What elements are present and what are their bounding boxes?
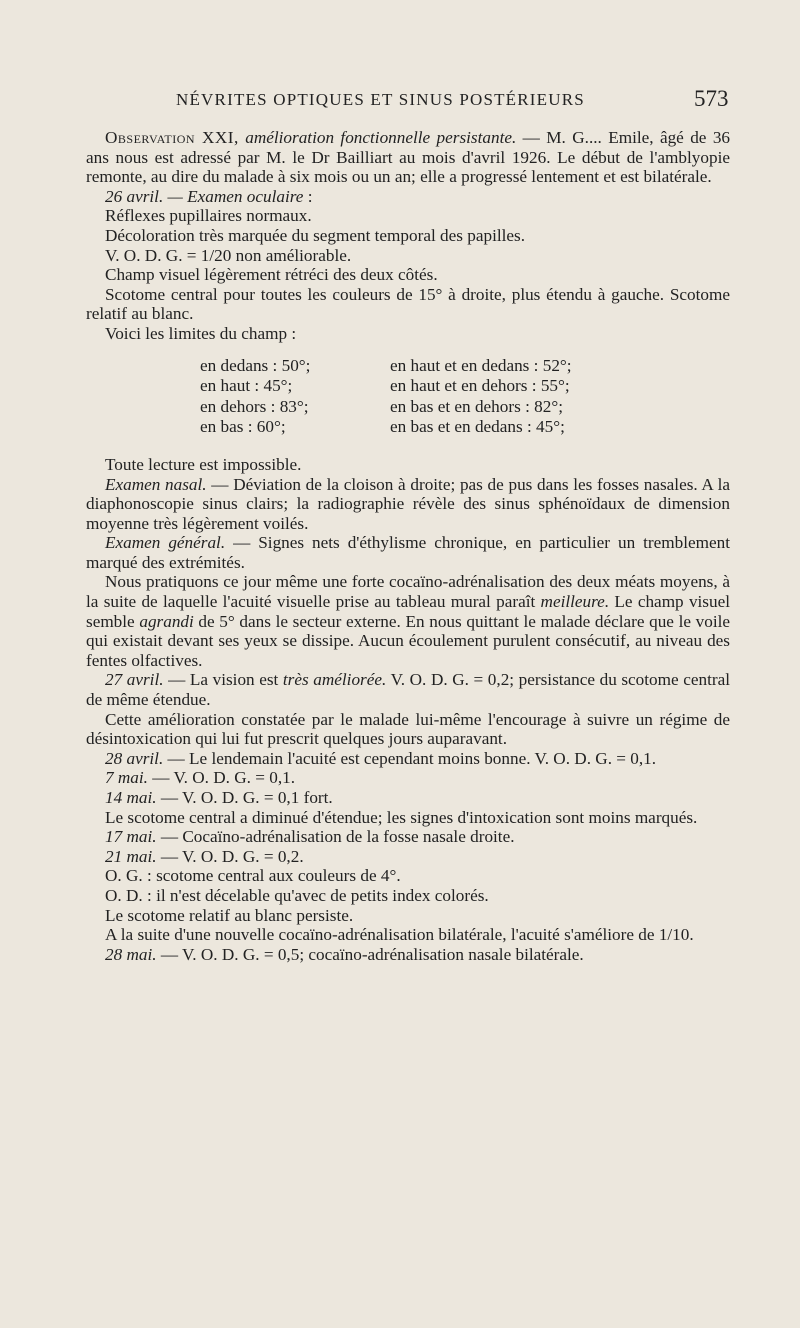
- entry-28-avril: [86, 749, 730, 769]
- entry-7-mai: [86, 768, 730, 788]
- date-17-mai: 17 mai.: [105, 827, 157, 847]
- og-line: O. G. : scotome central aux couleurs de 4°.: [105, 866, 401, 886]
- entry-text: — V. O. D. G. = 0,5; cocaïno-adrénalisation nasale bilatérale.: [156, 944, 584, 964]
- entry-28-mai: [86, 945, 730, 965]
- limit-cell: en haut et en dedans : 52°;: [390, 355, 572, 375]
- entry-text: — V. O. D. G. = 0,1.: [147, 768, 296, 788]
- exam-nasal-heading: Examen nasal.: [105, 474, 207, 494]
- limit-cell: en bas et en dedans : 45°;: [390, 417, 565, 437]
- page-header: [0, 86, 800, 116]
- entry-17-mai: [86, 827, 730, 847]
- line-vod: V. O. D. G. = 1/20 non améliorable.: [105, 245, 352, 265]
- limit-cell: en haut et en dehors : 55°;: [390, 376, 570, 396]
- scotome-paragraph: Le scotome central a diminué d'étendue; les signes d'intoxication sont moins marqués.: [105, 807, 698, 827]
- cocaine-paragraph: [86, 572, 730, 670]
- entry-27-avril: [86, 670, 730, 709]
- entry-text: V. O. D. G. = 0,2; persistance du scotome central de même étendue.: [86, 670, 730, 710]
- cocaine-em-d: agrandi: [139, 611, 194, 631]
- exam-general: [86, 533, 730, 572]
- line-limites: Voici les limites du champ :: [105, 323, 297, 343]
- entry-text: — V. O. D. G. = 0,1 fort.: [156, 788, 333, 807]
- relatif-line: Le scotome relatif au blanc persiste.: [105, 905, 354, 925]
- exam-nasal: [86, 475, 730, 534]
- reading-line: Toute lecture est impossible.: [105, 454, 302, 474]
- date-27-avril: 27 avril.: [105, 670, 164, 690]
- suite-paragraph: A la suite d'une nouvelle cocaïno-adrénalisation bilatérale, l'acuité s'améliore de 1/10.: [105, 925, 694, 945]
- limit-cell: en dehors : 83°;: [200, 396, 309, 416]
- entry-text: — Cocaïno-adrénalisation de la fosse nasale droite.: [156, 827, 515, 847]
- exam-general-heading: Examen général.: [105, 533, 226, 553]
- entry-text: — La vision est: [163, 670, 283, 690]
- running-title: NÉVRITES OPTIQUES ET SINUS POSTÉRIEURS: [176, 90, 585, 109]
- entry-text: — V. O. D. G. = 0,2.: [156, 846, 304, 866]
- date-21-mai: 21 mai.: [105, 846, 157, 866]
- od-line: O. D. : il n'est décelable qu'avec de petits index colorés.: [105, 885, 489, 905]
- entry-em: très améliorée.: [282, 670, 387, 690]
- line-scotome: Scotome central pour toutes les couleurs de 15° à droite, plus étendu à gauche. Scotome relatif au blanc.: [86, 284, 730, 324]
- cocaine-text-c: Le champ visuel semble: [86, 592, 730, 631]
- exam-nasal-text: — Déviation de la cloison à droite; pas de pus dans les fosses nasales. A la diaphonoscopie sinus clairs; la radiographie révèle des sinus sphénoïdaux de dimension moyenne très légèrement voilés.: [86, 474, 731, 533]
- page-number: 573: [694, 86, 729, 111]
- exam-ocular-heading: 26 avril. — Examen oculaire: [105, 186, 304, 206]
- exam-ocular: [86, 187, 730, 207]
- observation-title: amélioration fonctionnelle persistante.: [245, 128, 517, 147]
- date-28-avril: 28 avril.: [105, 748, 164, 768]
- exam-general-text: — Signes nets d'éthylisme chronique, en particulier un tremblement marqué des extrémités.: [86, 533, 730, 572]
- line-champ: Champ visuel légèrement rétréci des deux côtés.: [105, 265, 438, 285]
- observation-label: Observation XXI,: [105, 128, 239, 147]
- amelioration-paragraph: Cette amélioration constatée par le malade lui-même l'encourage à suivre un régime de désintoxication qui lui fut prescrit quelques jours auparavant.: [86, 709, 730, 749]
- date-14-mai: 14 mai.: [105, 788, 157, 807]
- limit-cell: en haut : 45°;: [200, 376, 293, 396]
- date-7-mai: 7 mai.: [105, 768, 148, 788]
- date-28-mai: 28 mai.: [105, 944, 157, 964]
- entry-text: — Le lendemain l'acuité est cependant moins bonne. V. O. D. G. = 0,1.: [163, 748, 657, 768]
- line-decoloration: Décoloration très marquée du segment temporal des papilles.: [105, 225, 526, 245]
- observation-text: — M. G.... Emile, âgé de 36 ans nous est adressé par M. le Dr Bailliart au mois d'avril 1926. Le début de l'amblyopie remonte, au dire du malade à six mois ou un an; elle a progressé lentement et est bilatérale.: [86, 128, 731, 187]
- entry-14-mai: [86, 788, 730, 808]
- cocaine-text-e: de 5° dans le secteur externe. En nous quittant le malade déclare que le voile qui existait devant ses yeux se dissipe. Aucun écoulement purulent consécutif, au niveau des fentes olfactives.: [86, 611, 730, 670]
- limit-cell: en dedans : 50°;: [200, 355, 311, 375]
- observation-paragraph: [86, 128, 730, 187]
- limit-cell: en bas : 60°;: [200, 417, 286, 437]
- field-limits-table: [86, 356, 730, 437]
- body-text: [86, 128, 730, 964]
- cocaine-em-b: meilleure.: [540, 592, 610, 612]
- exam-ocular-colon: :: [303, 186, 313, 206]
- cocaine-text-a: Nous pratiquons ce jour même une forte cocaïno-adrénalisation des deux méats moyens, à la suite de laquelle l'acuité visuelle prise au tableau mural paraît: [86, 572, 730, 612]
- limit-cell: en bas et en dehors : 82°;: [390, 396, 563, 416]
- line-reflexes: Réflexes pupillaires normaux.: [105, 206, 312, 226]
- entry-21-mai: [86, 847, 730, 867]
